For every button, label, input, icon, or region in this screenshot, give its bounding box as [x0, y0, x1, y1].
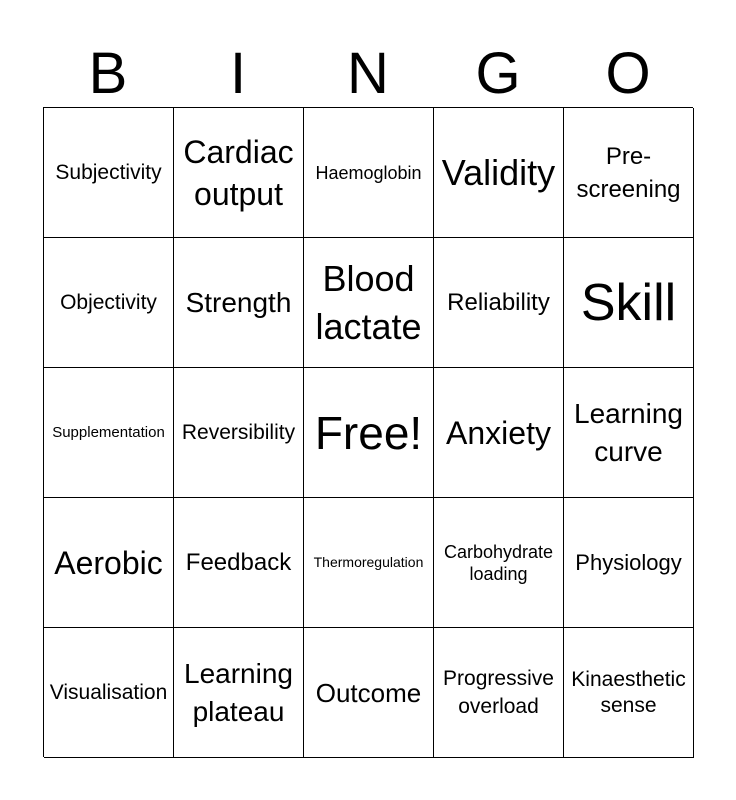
bingo-cell[interactable]: [174, 498, 304, 628]
bingo-cell[interactable]: [304, 628, 434, 758]
cell-label: Aerobic: [54, 544, 163, 581]
bingo-cell[interactable]: [174, 108, 304, 238]
cell-label: Learning curve: [574, 397, 683, 467]
header-letter-o: O: [605, 41, 651, 106]
cell-label: Physiology: [575, 549, 682, 575]
cell-label: Anxiety: [446, 414, 551, 451]
bingo-cell[interactable]: [564, 628, 694, 758]
bingo-cell[interactable]: [434, 368, 564, 498]
cell-label: Outcome: [315, 677, 422, 708]
cell-label: Progressive overload: [443, 666, 554, 718]
bingo-cell[interactable]: [44, 368, 174, 498]
bingo-cell[interactable]: [44, 108, 174, 238]
bingo-cell[interactable]: [564, 108, 694, 238]
cell-label: Reversibility: [181, 420, 296, 444]
bingo-cell[interactable]: [304, 238, 434, 368]
bingo-cell[interactable]: [304, 498, 434, 628]
cell-label: Carbohydrate loading: [443, 541, 554, 584]
bingo-cell[interactable]: [564, 238, 694, 368]
bingo-cell[interactable]: [44, 498, 174, 628]
cell-label: Supplementation: [52, 424, 165, 441]
cell-label: Reliability: [447, 288, 550, 316]
bingo-cell[interactable]: [434, 498, 564, 628]
bingo-cell[interactable]: [434, 628, 564, 758]
bingo-cell[interactable]: [564, 498, 694, 628]
bingo-cell[interactable]: [304, 368, 434, 498]
bingo-cell[interactable]: [174, 628, 304, 758]
bingo-header: [43, 40, 693, 108]
cell-label: Pre-screening: [576, 142, 681, 203]
cell-label: Feedback: [185, 548, 292, 576]
cell-label: Haemoglobin: [315, 162, 422, 183]
bingo-cell[interactable]: [174, 368, 304, 498]
free-space: Free!: [314, 406, 423, 459]
cell-label: Validity: [441, 151, 556, 193]
bingo-cell[interactable]: [564, 368, 694, 498]
header-letter-g: G: [475, 41, 521, 106]
cell-label: Skill: [580, 273, 677, 332]
cell-label: Visualisation: [49, 680, 168, 704]
bingo-cell[interactable]: [44, 238, 174, 368]
bingo-cell[interactable]: [434, 108, 564, 238]
header-letter-b: B: [88, 41, 128, 106]
cell-label: Strength: [185, 286, 292, 318]
cell-label: Blood lactate: [315, 257, 422, 347]
bingo-cell[interactable]: [174, 238, 304, 368]
cell-label: Cardiac output: [183, 133, 294, 212]
cell-label: Thermoregulation: [313, 554, 424, 570]
cell-label: Learning plateau: [184, 657, 293, 727]
cell-label: Subjectivity: [55, 160, 162, 184]
cell-label: Objectivity: [60, 290, 157, 314]
bingo-cell[interactable]: [44, 628, 174, 758]
header-letter-i: I: [229, 41, 247, 106]
bingo-board: [43, 107, 693, 757]
bingo-cell[interactable]: [434, 238, 564, 368]
cell-label: Kinaesthetic sense: [571, 667, 686, 717]
bingo-cell[interactable]: [304, 108, 434, 238]
header-letter-n: N: [347, 41, 389, 106]
